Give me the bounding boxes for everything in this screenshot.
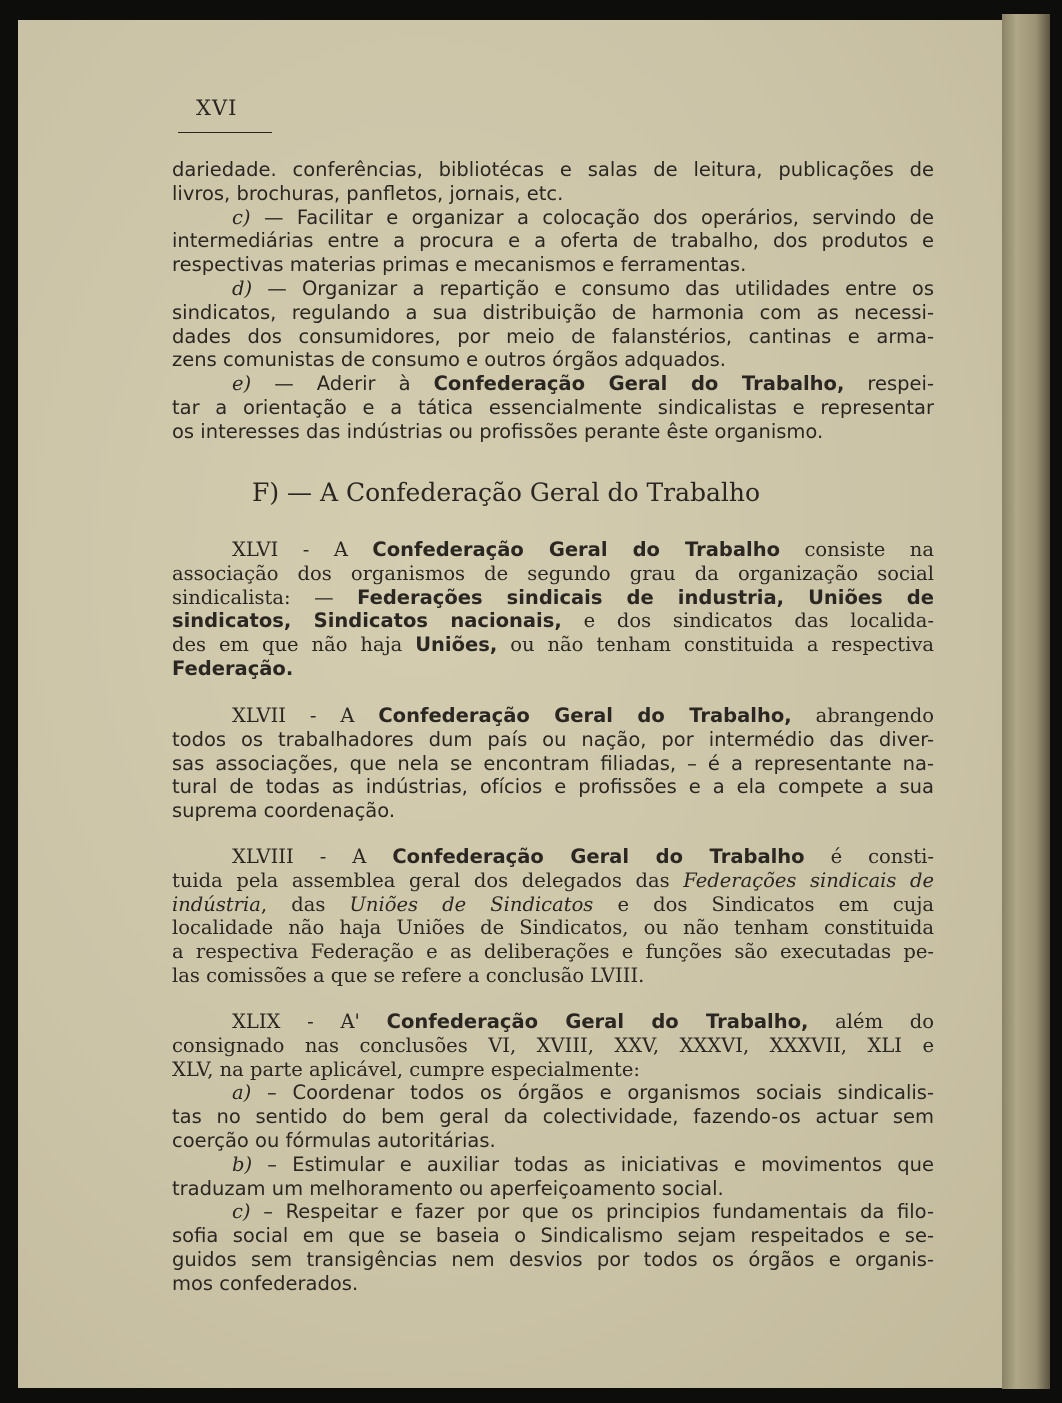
item-c-line: c) – Respeitar e fazer por que os principios fundamentais da filo- xyxy=(232,1200,934,1224)
text-line: coerção ou fórmulas autoritárias. xyxy=(172,1128,496,1152)
text-line: associação dos organismos de segundo grau da organização social xyxy=(172,561,934,585)
page-number: XVI xyxy=(196,96,238,120)
text-line: mos confederados. xyxy=(172,1271,359,1295)
text-line: localidade não haja Uniões de Sindicatos, ou não tenham constituida xyxy=(172,916,934,940)
text-line: traduzam um melhoramento ou aperfeiçoamento social. xyxy=(172,1176,724,1200)
text-line: guidos sem transigências nem desvios por todos os órgãos e organis- xyxy=(172,1247,934,1271)
text-line: dariedade. conferências, bibliotécas e salas de leitura, publicações de xyxy=(172,158,934,181)
text-line: dades dos consumidores, por meio de falanstérios, cantinas e arma- xyxy=(172,324,934,348)
text-line: XLVI - A Confederação Geral do Trabalho consiste na xyxy=(232,538,934,561)
section-heading: F) — A Confederação Geral do Trabalho xyxy=(252,478,761,507)
text-line: sas associações, que nela se encontram filiadas, – é a representante na- xyxy=(172,751,934,775)
text-line: las comissões a que se refere a conclusão LVIII. xyxy=(172,963,645,987)
text-line: XLV, na parte aplicável, cumpre especialmente: xyxy=(172,1057,640,1081)
text-line: sofia social em que se baseia o Sindicalismo sejam respeitados e se- xyxy=(172,1224,934,1248)
text-line: os interesses das indústrias ou profissões perante êste organismo. xyxy=(172,419,824,443)
text-line: consignado nas conclusões VI, XVIII, XXV, XXXVI, XXXVII, XLI e xyxy=(172,1033,934,1057)
text-line: intermediárias entre a procura e a oferta de trabalho, dos produtos e xyxy=(172,229,934,253)
text-line: indústria, das Uniões de Sindicatos e dos Sindicatos em cuja xyxy=(172,892,934,916)
item-b-line: b) – Estimular e auxiliar todas as iniciativas e movimentos que xyxy=(232,1152,934,1176)
text-line: tural de todas as indústrias, ofícios e profissões e a ela compete a sua xyxy=(172,775,934,799)
page-edge xyxy=(1002,14,1050,1389)
text-line: sindicalista: — Federações sindicais de industria, Uniões de xyxy=(172,585,934,609)
item-e-line: e) — Aderir à Confederação Geral do Trabalho, respei- xyxy=(232,372,934,396)
paragraph-xlviii xyxy=(172,845,934,988)
text-line: XLIX - A' Confederação Geral do Trabalho, além do xyxy=(232,1010,935,1033)
text-line: Federação. xyxy=(172,656,294,680)
paragraph-xlix xyxy=(172,1010,934,1296)
header-rule xyxy=(178,132,272,133)
item-a-line: a) – Coordenar todos os órgãos e organismos sociais sindicalis- xyxy=(232,1081,934,1105)
text-line: respectivas materias primas e mecanismos e ferramentas. xyxy=(172,253,747,277)
text-line: XLVIII - A Confederação Geral do Trabalho é consti- xyxy=(232,845,934,868)
top-section xyxy=(172,158,934,444)
text-line: sindicatos, Sindicatos nacionais, e dos sindicatos das localida- xyxy=(172,609,934,633)
paragraph-xlvii xyxy=(172,704,934,823)
text-line: tuida pela assemblea geral dos delegados das Federações sindicais de xyxy=(172,868,934,892)
text-line: a respectiva Federação e as deliberações e funções são executadas pe- xyxy=(172,940,934,964)
text-line: tar a orientação e a tática essencialmente sindicalistas e representar xyxy=(172,395,934,419)
text-line: suprema coordenação. xyxy=(172,799,396,823)
text-line: tas no sentido do bem geral da colectividade, fazendo-os actuar sem xyxy=(172,1105,934,1129)
item-c-line: c) — Facilitar e organizar a colocação dos operários, servindo de xyxy=(232,205,934,229)
paragraph-xlvi xyxy=(172,538,934,681)
text-line: zens comunistas de consumo e outros órgãos adquados. xyxy=(172,348,726,372)
text-line: todos os trabalhadores dum país ou nação, por intermédio das diver- xyxy=(172,727,934,751)
text-line: livros, brochuras, panfletos, jornais, etc. xyxy=(172,181,564,205)
item-d-line: d) — Organizar a repartição e consumo das utilidades entre os xyxy=(232,276,934,300)
text-line: des em que não haja Uniões, ou não tenham constituida a respectiva xyxy=(172,633,935,657)
text-line: sindicatos, regulando a sua distribuição de harmonia com as necessi- xyxy=(172,300,934,324)
text-line: XLVII - A Confederação Geral do Trabalho, abrangendo xyxy=(232,704,934,727)
